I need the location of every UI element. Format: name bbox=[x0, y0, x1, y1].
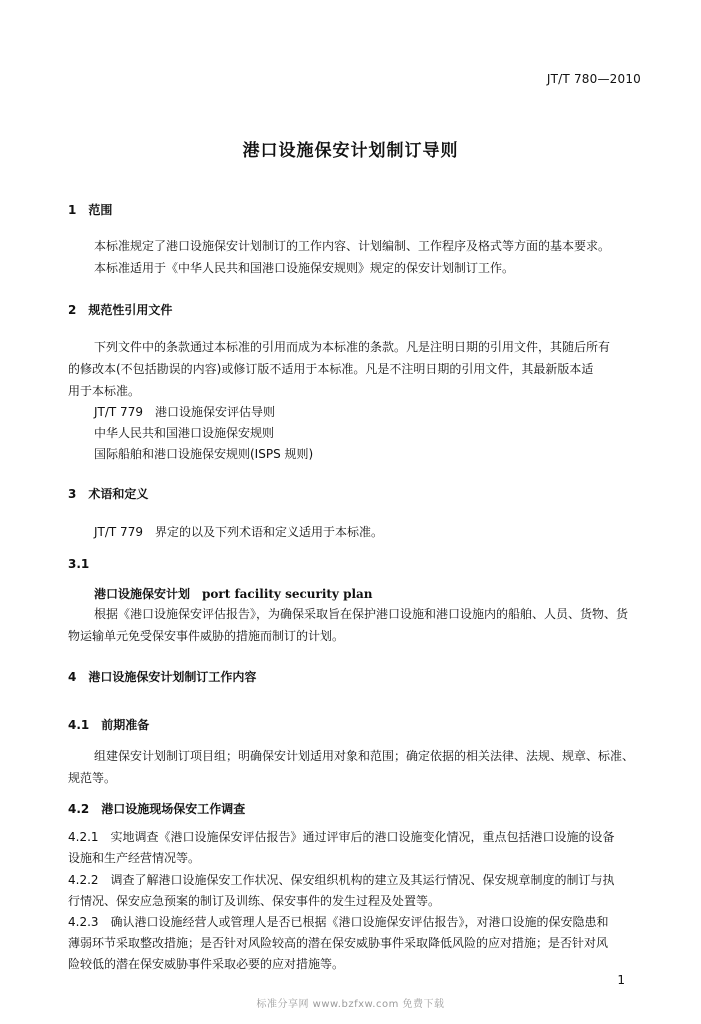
clause-4-2-1-line-1: 4.2.1 实地调查《港口设施保安评估报告》通过评审后的港口设施变化情况，重点包括港口设施的设备 bbox=[68, 830, 615, 844]
section-2-heading: 2 规范性引用文件 bbox=[68, 303, 173, 317]
section-1-paragraph-2: 本标准适用于《中华人民共和国港口设施保安规则》规定的保安计划制订工作。 bbox=[94, 261, 515, 275]
section-2-paragraph-line-2: 的修改本(不包括勘误的内容)或修订版不适用于本标准。凡是不注明日期的引用文件，其最新版本适 bbox=[68, 362, 594, 376]
standard-code: JT/T 780—2010 bbox=[546, 72, 641, 86]
clause-4-2-2-line-1: 4.2.2 调查了解港口设施保安工作状况、保安组织机构的建立及其运行情况、保安规章制度的制订与执 bbox=[68, 873, 615, 887]
reference-2: 中华人民共和国港口设施保安规则 bbox=[94, 426, 275, 440]
term-entry bbox=[94, 584, 373, 604]
subsection-4-1-line-1: 组建保安计划制订项目组；明确保安计划适用对象和范围；确定依据的相关法律、法规、规章、标准、 bbox=[94, 749, 635, 763]
term-english: port facility security plan bbox=[202, 587, 373, 601]
section-2-paragraph-line-3: 用于本标准。 bbox=[68, 384, 141, 398]
subsection-3-1-number: 3.1 bbox=[68, 557, 90, 571]
section-3-paragraph: JT/T 779 界定的以及下列术语和定义适用于本标准。 bbox=[94, 525, 383, 539]
page-number: 1 bbox=[617, 973, 625, 987]
watermark: 标准分享网 www.bzfxw.com 免费下载 bbox=[256, 999, 445, 1010]
reference-3: 国际船舶和港口设施保安规则(ISPS 规则) bbox=[94, 447, 314, 461]
subsection-4-1-line-2: 规范等。 bbox=[68, 771, 117, 785]
clause-4-2-2-line-2: 行情况、保安应急预案的制订及训练、保安事件的发生过程及处置等。 bbox=[68, 894, 441, 908]
section-1-paragraph-1: 本标准规定了港口设施保安计划制订的工作内容、计划编制、工作程序及格式等方面的基本要求。 bbox=[94, 239, 611, 253]
clause-4-2-3-line-3: 险较低的潜在保安威胁事件采取必要的应对措施等。 bbox=[68, 957, 345, 971]
section-4-heading: 4 港口设施保安计划制订工作内容 bbox=[68, 670, 257, 684]
clause-4-2-1-line-2: 设施和生产经营情况等。 bbox=[68, 851, 201, 865]
clause-4-2-3-line-2: 薄弱环节采取整改措施；是否针对风险较高的潜在保安威胁事件采取降低风险的应对措施；是否针对风 bbox=[68, 936, 609, 950]
section-1-heading: 1 范围 bbox=[68, 203, 113, 217]
section-3-heading: 3 术语和定义 bbox=[68, 487, 149, 501]
subsection-4-2-heading: 4.2 港口设施现场保安工作调查 bbox=[68, 802, 246, 816]
reference-1: JT/T 779 港口设施保安评估导则 bbox=[94, 405, 275, 419]
term-chinese: 港口设施保安计划 bbox=[94, 587, 191, 601]
subsection-4-1-heading: 4.1 前期准备 bbox=[68, 718, 150, 732]
term-definition-line-1: 根据《港口设施保安评估报告》，为确保采取旨在保护港口设施和港口设施内的船舶、人员、货物、货 bbox=[94, 607, 629, 621]
term-definition-line-2: 物运输单元免受保安事件威胁的措施而制订的计划。 bbox=[68, 629, 345, 643]
section-2-paragraph-line-1: 下列文件中的条款通过本标准的引用而成为本标准的条款。凡是注明日期的引用文件，其随后所有 bbox=[94, 340, 611, 354]
document-title: 港口设施保安计划制订导则 bbox=[242, 141, 459, 161]
clause-4-2-3-line-1: 4.2.3 确认港口设施经营人或管理人是否已根据《港口设施保安评估报告》，对港口设施的保安隐患和 bbox=[68, 915, 609, 929]
